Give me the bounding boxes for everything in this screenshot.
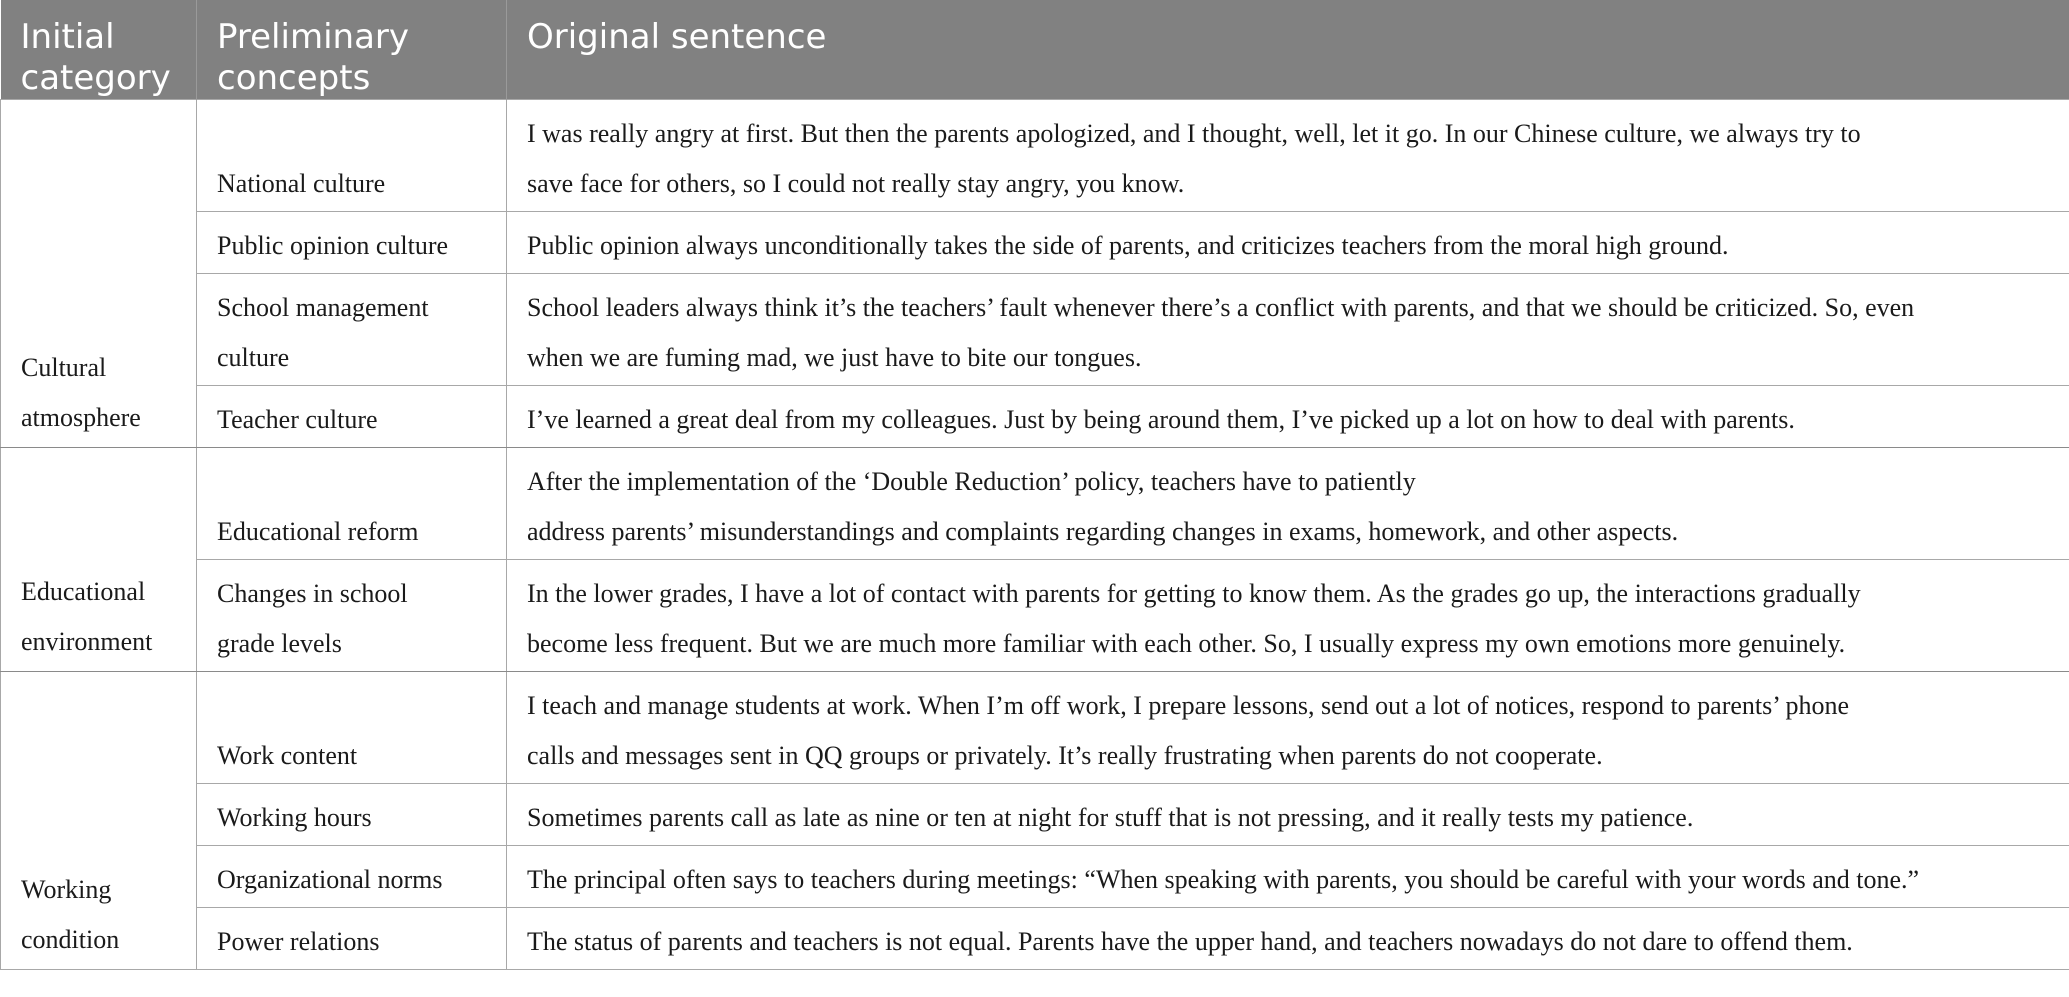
- concept-cell: [197, 100, 507, 212]
- sentence-line: address parents’ misunderstandings and complaints regarding changes in exams, homework, and other aspects.: [527, 517, 1679, 546]
- category-cell: [1, 448, 197, 672]
- concept-line: Changes in school: [217, 579, 408, 608]
- header-preliminary-concepts: [197, 0, 507, 100]
- sentence-cell: [507, 448, 2069, 560]
- sentence-line: In the lower grades, I have a lot of contact with parents for getting to know them. As the grades go up, the interactions gradually: [527, 579, 1861, 608]
- sentence-line: calls and messages sent in QQ groups or privately. It’s really frustrating when parents do not cooperate.: [527, 741, 1603, 770]
- table-row: [1, 386, 2069, 448]
- sentence-cell: [507, 672, 2069, 784]
- concept-line: Working hours: [217, 803, 372, 832]
- sentence-line: save face for others, so I could not really stay angry, you know.: [527, 169, 1185, 198]
- table-row: [1, 672, 2069, 784]
- sentence-line: I teach and manage students at work. When I’m off work, I prepare lessons, send out a lot of notices, respond to parents’ phone: [527, 691, 1850, 720]
- concept-cell: [197, 846, 507, 908]
- category-line: environment: [21, 627, 153, 656]
- sentence-line: After the implementation of the ‘Double Reduction’ policy, teachers have to patiently: [527, 467, 1416, 496]
- category-line: Working: [21, 875, 112, 904]
- sentence-line: I was really angry at first. But then the parents apologized, and I thought, well, let it go. In our Chinese culture, we always try to: [527, 119, 1861, 148]
- concept-cell: [197, 274, 507, 386]
- category-line: condition: [21, 925, 120, 954]
- table-row: [1, 212, 2069, 274]
- sentence-cell: [507, 386, 2069, 448]
- concept-line: Teacher culture: [217, 405, 378, 434]
- concept-cell: [197, 386, 507, 448]
- header-original-sentence: [507, 0, 2069, 100]
- sentence-line: The status of parents and teachers is not equal. Parents have the upper hand, and teachers nowadays do not dare to offend them.: [527, 927, 1853, 956]
- concept-cell: [197, 560, 507, 672]
- concept-line: Organizational norms: [217, 865, 443, 894]
- concept-cell: [197, 212, 507, 274]
- header-row: [1, 0, 2069, 100]
- table-row: [1, 560, 2069, 672]
- header-line: Preliminary: [217, 17, 409, 57]
- sentence-line: The principal often says to teachers during meetings: “When speaking with parents, you should be careful with your words and tone.”: [527, 865, 1920, 894]
- concept-line: culture: [217, 343, 290, 372]
- table-row: [1, 908, 2069, 970]
- table-row: [1, 846, 2069, 908]
- category-line: Educational: [21, 577, 146, 606]
- header-line: Original sentence: [527, 17, 827, 57]
- sentence-line: Sometimes parents call as late as nine or ten at night for stuff that is not pressing, and it really tests my patience.: [527, 803, 1694, 832]
- sentence-line: School leaders always think it’s the teachers’ fault whenever there’s a conflict with parents, and that we should be criticized. So, even: [527, 293, 1915, 322]
- concept-line: Work content: [217, 741, 358, 770]
- category-line: Cultural: [21, 353, 107, 382]
- category-cell: [1, 672, 197, 970]
- sentence-line: Public opinion always unconditionally takes the side of parents, and criticizes teachers from the moral high ground.: [527, 231, 1729, 260]
- concept-cell: [197, 672, 507, 784]
- table-header: [1, 0, 2069, 100]
- sentence-cell: [507, 560, 2069, 672]
- header-initial-category: [1, 0, 197, 100]
- category-cell: [1, 100, 197, 448]
- table-row: [1, 100, 2069, 212]
- concept-line: National culture: [217, 169, 386, 198]
- concept-cell: [197, 908, 507, 970]
- sentence-line: become less frequent. But we are much more familiar with each other. So, I usually express my own emotions more genuinely.: [527, 629, 1846, 658]
- sentence-cell: [507, 212, 2069, 274]
- concept-line: Power relations: [217, 927, 380, 956]
- table-row: [1, 784, 2069, 846]
- concept-cell: [197, 448, 507, 560]
- table-row: [1, 274, 2069, 386]
- header-line: category: [20, 58, 171, 98]
- concept-line: Public opinion culture: [217, 231, 449, 260]
- concept-line: Educational reform: [217, 517, 419, 546]
- concept-line: School management: [217, 293, 429, 322]
- sentence-cell: [507, 100, 2069, 212]
- table-row: [1, 448, 2069, 560]
- sentence-cell: [507, 274, 2069, 386]
- header-line: Initial: [20, 17, 115, 57]
- sentence-cell: [507, 784, 2069, 846]
- table-body: [1, 100, 2069, 970]
- sentence-line: when we are fuming mad, we just have to bite our tongues.: [527, 343, 1142, 372]
- sentence-line: I’ve learned a great deal from my colleagues. Just by being around them, I’ve picked up a lot on how to deal with parents.: [527, 405, 1795, 434]
- concept-cell: [197, 784, 507, 846]
- sentence-cell: [507, 908, 2069, 970]
- category-line: atmosphere: [21, 403, 141, 432]
- concept-line: grade levels: [217, 629, 342, 658]
- header-line: concepts: [217, 58, 371, 98]
- sentence-cell: [507, 846, 2069, 908]
